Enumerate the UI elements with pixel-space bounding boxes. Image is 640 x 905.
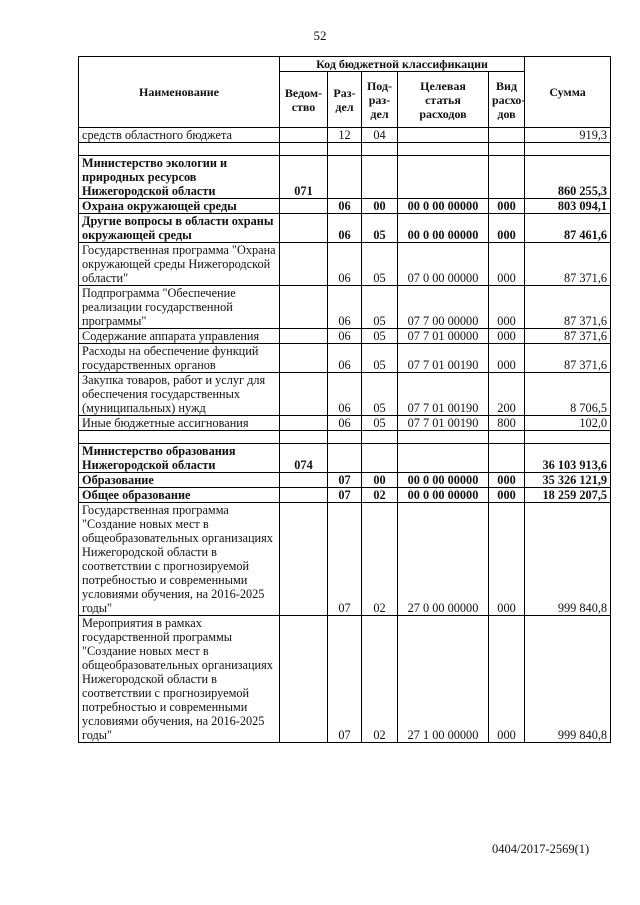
table-row — [79, 488, 611, 503]
cell-exp-type: 000 — [489, 199, 525, 214]
spacer-row — [79, 431, 611, 444]
cell-exp-type: 000 — [489, 488, 525, 503]
cell-subsection — [362, 156, 398, 199]
cell-name: Подпрограмма "Обеспечение реализации государственной программы" — [79, 286, 280, 329]
table-body — [79, 128, 611, 743]
cell-name: Общее образование — [79, 488, 280, 503]
cell-sum: 803 094,1 — [525, 199, 611, 214]
cell-name: Расходы на обеспечение функций государственных органов — [79, 344, 280, 373]
cell-target: 27 0 00 00000 — [398, 503, 489, 616]
cell-exp-type: 000 — [489, 344, 525, 373]
cell-sum: 999 840,8 — [525, 616, 611, 743]
table-row — [79, 344, 611, 373]
cell-sum: 87 371,6 — [525, 243, 611, 286]
cell-dept: 074 — [280, 444, 328, 473]
cell-target — [398, 128, 489, 143]
cell-dept — [280, 503, 328, 616]
cell-exp-type — [489, 156, 525, 199]
document-code: 0404/2017-2569(1) — [492, 842, 590, 856]
cell-name: Охрана окружающей среды — [79, 199, 280, 214]
cell-sum: 87 461,6 — [525, 214, 611, 243]
cell-section — [328, 444, 362, 473]
header-subsection: Под-раз-дел — [362, 72, 398, 128]
cell-sum: 18 259 207,5 — [525, 488, 611, 503]
cell-name: Иные бюджетные ассигнования — [79, 416, 280, 431]
cell-target: 07 0 00 00000 — [398, 243, 489, 286]
cell-sum: 919,3 — [525, 128, 611, 143]
table-row — [79, 214, 611, 243]
cell-target: 00 0 00 00000 — [398, 214, 489, 243]
cell-sum: 35 326 121,9 — [525, 473, 611, 488]
table-row — [79, 444, 611, 473]
cell-name: Мероприятия в рамках государственной программы "Создание новых мест в общеобразовательных организациях Нижегородской области в соответствии с прогнозируемой потребностью и современными условиями обучения, на 2016-2025 годы" — [79, 616, 280, 743]
cell-target: 07 7 01 00190 — [398, 416, 489, 431]
table-row — [79, 329, 611, 344]
cell-name: Другие вопросы в области охраны окружающей среды — [79, 214, 280, 243]
cell-name: Закупка товаров, работ и услуг для обеспечения государственных (муниципальных) нужд — [79, 373, 280, 416]
cell-dept — [280, 329, 328, 344]
cell-exp-type: 000 — [489, 214, 525, 243]
cell-dept — [280, 373, 328, 416]
cell-subsection: 02 — [362, 616, 398, 743]
cell-exp-type: 800 — [489, 416, 525, 431]
cell-exp-type: 000 — [489, 616, 525, 743]
cell-section: 06 — [328, 373, 362, 416]
spacer-row — [79, 143, 611, 156]
cell-exp-type: 000 — [489, 329, 525, 344]
cell-sum: 999 840,8 — [525, 503, 611, 616]
cell-section: 06 — [328, 243, 362, 286]
table-row — [79, 616, 611, 743]
cell-subsection: 05 — [362, 243, 398, 286]
header-sum: Сумма — [525, 57, 611, 128]
cell-subsection: 05 — [362, 286, 398, 329]
cell-name: Содержание аппарата управления — [79, 329, 280, 344]
cell-dept — [280, 286, 328, 329]
table-row — [79, 416, 611, 431]
cell-dept — [280, 616, 328, 743]
table-row — [79, 503, 611, 616]
cell-dept — [280, 488, 328, 503]
cell-exp-type: 200 — [489, 373, 525, 416]
header-exp-type: Вид расхо-дов — [489, 72, 525, 128]
cell-name: Министерство экологии и природных ресурсов Нижегородской области — [79, 156, 280, 199]
cell-target: 07 7 00 00000 — [398, 286, 489, 329]
cell-target: 00 0 00 00000 — [398, 473, 489, 488]
cell-name: Министерство образования Нижегородской области — [79, 444, 280, 473]
cell-exp-type: 000 — [489, 503, 525, 616]
cell-subsection: 00 — [362, 199, 398, 214]
header-target: Целевая статья расходов — [398, 72, 489, 128]
cell-exp-type: 000 — [489, 243, 525, 286]
cell-subsection: 05 — [362, 344, 398, 373]
cell-subsection: 00 — [362, 473, 398, 488]
cell-section: 06 — [328, 286, 362, 329]
header-section: Раз-дел — [328, 72, 362, 128]
cell-subsection: 02 — [362, 488, 398, 503]
cell-dept — [280, 199, 328, 214]
cell-section: 07 — [328, 473, 362, 488]
cell-target: 07 7 01 00190 — [398, 344, 489, 373]
cell-section: 07 — [328, 503, 362, 616]
cell-sum: 36 103 913,6 — [525, 444, 611, 473]
cell-dept: 071 — [280, 156, 328, 199]
cell-section — [328, 156, 362, 199]
header-name: Наименование — [79, 57, 280, 128]
cell-subsection: 05 — [362, 416, 398, 431]
cell-exp-type — [489, 128, 525, 143]
cell-sum: 102,0 — [525, 416, 611, 431]
cell-subsection: 05 — [362, 329, 398, 344]
cell-section: 06 — [328, 214, 362, 243]
cell-sum: 8 706,5 — [525, 373, 611, 416]
cell-subsection: 05 — [362, 373, 398, 416]
table-row — [79, 156, 611, 199]
cell-target: 00 0 00 00000 — [398, 199, 489, 214]
cell-sum: 860 255,3 — [525, 156, 611, 199]
page-number: 52 — [313, 28, 327, 43]
table-row — [79, 373, 611, 416]
cell-exp-type: 000 — [489, 286, 525, 329]
header-classification-code: Код бюджетной классификации — [280, 57, 525, 72]
cell-dept — [280, 214, 328, 243]
cell-dept — [280, 243, 328, 286]
cell-name: Образование — [79, 473, 280, 488]
cell-exp-type — [489, 444, 525, 473]
cell-section: 06 — [328, 344, 362, 373]
cell-dept — [280, 416, 328, 431]
cell-section: 07 — [328, 488, 362, 503]
cell-subsection: 05 — [362, 214, 398, 243]
table-row — [79, 128, 611, 143]
table-row — [79, 286, 611, 329]
cell-target: 07 7 01 00190 — [398, 373, 489, 416]
cell-exp-type: 000 — [489, 473, 525, 488]
cell-dept — [280, 128, 328, 143]
header-dept: Ведом-ство — [280, 72, 328, 128]
cell-sum: 87 371,6 — [525, 344, 611, 373]
cell-sum: 87 371,6 — [525, 329, 611, 344]
cell-subsection — [362, 444, 398, 473]
cell-target: 07 7 01 00000 — [398, 329, 489, 344]
cell-target: 27 1 00 00000 — [398, 616, 489, 743]
cell-section: 12 — [328, 128, 362, 143]
cell-sum: 87 371,6 — [525, 286, 611, 329]
cell-subsection: 02 — [362, 503, 398, 616]
cell-dept — [280, 473, 328, 488]
cell-section: 06 — [328, 199, 362, 214]
cell-target — [398, 444, 489, 473]
cell-subsection: 04 — [362, 128, 398, 143]
cell-section: 06 — [328, 329, 362, 344]
cell-name: Государственная программа "Охрана окружающей среды Нижегородской области" — [79, 243, 280, 286]
cell-section: 06 — [328, 416, 362, 431]
cell-section: 07 — [328, 616, 362, 743]
table-row — [79, 473, 611, 488]
cell-name: Государственная программа "Создание новых мест в общеобразовательных организациях Нижегородской области в соответствии с прогнозируемой потребностью и современными условиями обучения, на 2016-2025 годы" — [79, 503, 280, 616]
budget-table — [78, 56, 611, 743]
cell-dept — [280, 344, 328, 373]
table-row — [79, 199, 611, 214]
cell-name: средств областного бюджета — [79, 128, 280, 143]
table-row — [79, 243, 611, 286]
cell-target — [398, 156, 489, 199]
cell-target: 00 0 00 00000 — [398, 488, 489, 503]
